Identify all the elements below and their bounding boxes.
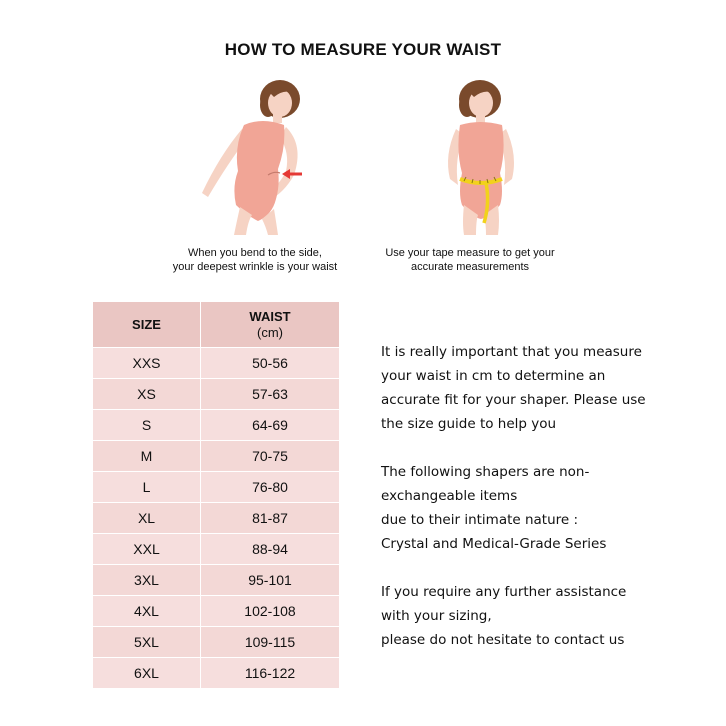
size-cell: S: [93, 410, 201, 441]
text-line: Crystal and Medical-Grade Series: [381, 536, 607, 552]
waist-header-label: WAIST: [249, 308, 291, 324]
size-cell: L: [93, 472, 201, 503]
waist-cell: 116-122: [201, 658, 340, 689]
text-line: If you require any further assistance: [381, 584, 627, 600]
caption-line: accurate measurements: [411, 261, 529, 273]
text-line: accurate fit for your shaper. Please use: [381, 392, 646, 408]
bend-side-caption: [145, 246, 365, 274]
table-row: [93, 441, 340, 472]
text-line: the size guide to help you: [381, 416, 557, 432]
text-line: please do not hesitate to contact us: [381, 632, 625, 648]
table-row: [93, 596, 340, 627]
size-cell: XXS: [93, 348, 201, 379]
text-line: exchangeable items: [381, 488, 518, 504]
waist-header-unit: (cm): [257, 324, 283, 340]
waist-cell: 50-56: [201, 348, 340, 379]
waist-cell: 76-80: [201, 472, 340, 503]
size-cell: 4XL: [93, 596, 201, 627]
size-cell: XL: [93, 503, 201, 534]
waist-cell: 57-63: [201, 379, 340, 410]
text-line: The following shapers are non-: [381, 464, 590, 480]
contact-paragraph: [381, 580, 711, 652]
caption-line: Use your tape measure to get your: [385, 247, 555, 259]
page-title: HOW TO MEASURE YOUR WAIST: [224, 40, 502, 59]
table-row: [93, 658, 340, 689]
table-row: [93, 410, 340, 441]
waist-column-header: [201, 302, 340, 348]
size-cell: 3XL: [93, 565, 201, 596]
size-cell: 5XL: [93, 627, 201, 658]
table-row: [93, 534, 340, 565]
size-cell: XXL: [93, 534, 201, 565]
table-row: [93, 627, 340, 658]
caption-line: your deepest wrinkle is your waist: [172, 261, 338, 273]
table-row: [93, 348, 340, 379]
size-cell: 6XL: [93, 658, 201, 689]
table-row: [93, 379, 340, 410]
table-row: [93, 565, 340, 596]
size-table: [92, 301, 340, 689]
table-row: [93, 503, 340, 534]
waist-cell: 81-87: [201, 503, 340, 534]
text-line: with your sizing,: [381, 608, 492, 624]
text-line: It is really important that you measure: [381, 344, 642, 360]
waist-cell: 109-115: [201, 627, 340, 658]
woman-tape-measure-icon: [420, 75, 540, 235]
table-row: [93, 472, 340, 503]
sizing-info-text: [381, 340, 711, 676]
tape-measure-caption: [365, 246, 575, 274]
waist-cell: 102-108: [201, 596, 340, 627]
woman-bending-side-icon: [180, 75, 310, 235]
table-header-row: [93, 302, 340, 348]
waist-cell: 95-101: [201, 565, 340, 596]
size-column-header: SIZE: [93, 302, 201, 348]
waist-cell: 88-94: [201, 534, 340, 565]
size-cell: M: [93, 441, 201, 472]
size-cell: XS: [93, 379, 201, 410]
text-line: due to their intimate nature :: [381, 512, 579, 528]
waist-cell: 70-75: [201, 441, 340, 472]
exchange-policy-paragraph: [381, 460, 711, 556]
caption-line: When you bend to the side,: [188, 247, 322, 259]
text-line: your waist in cm to determine an: [381, 368, 606, 384]
waist-cell: 64-69: [201, 410, 340, 441]
measure-instructions-paragraph: [381, 340, 711, 436]
